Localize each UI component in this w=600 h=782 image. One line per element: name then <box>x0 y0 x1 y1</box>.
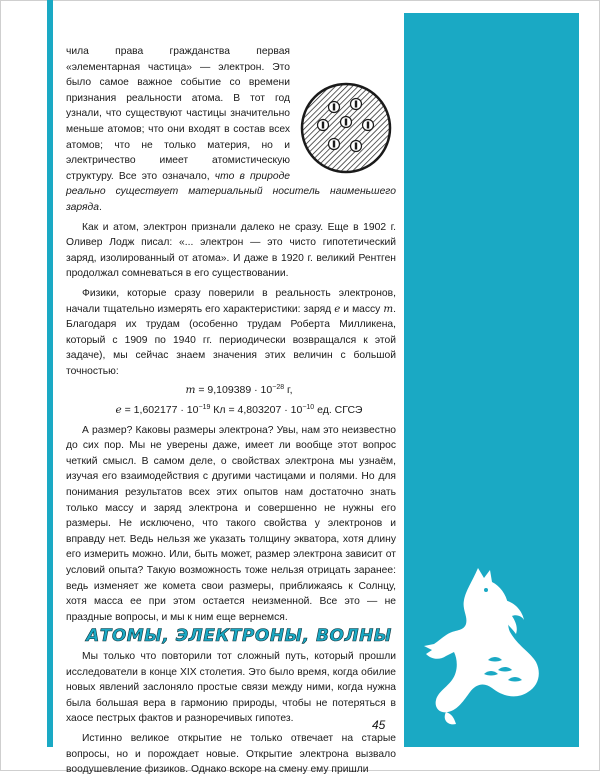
symbol-e: e <box>334 302 341 315</box>
formula-charge-cgs: Кл = 4,803207 · 10 <box>210 404 303 417</box>
paragraph-5: Мы только что повторили тот сложный путь, который прошли исследователи в конце XIX столетия. Это было время, когда обилие новых явлений заслоняло простые связи между ними, когда нужна была большая вера в гармонию природы, чтобы не потеряться в хаосе пестрых фактов и разноречивых гипотез. <box>66 650 396 725</box>
formula-mass <box>66 383 396 399</box>
sea-horse-creature-illustration <box>418 560 568 730</box>
left-accent-rule <box>47 0 53 747</box>
paragraph-1-text: чила права гражданства первая «элементарная частица» — электрон. Это было самое важное событие со времени признания реальности атома. В тот год узнали, что существуют частицы значительно меньше атомов; что они входят в состав всех атомов; что не только материя, но и электричество имеет атомистическую структуру. Все это означало, <box>66 46 290 182</box>
paragraph-1-end: . <box>98 201 102 213</box>
paragraph-3-a: Физики, которые сразу поверили в реальность электронов, начали тщательно измерять его характеристики: заряд <box>66 287 396 315</box>
formula-mass-unit: г, <box>284 384 293 397</box>
formula-mass-symbol: m <box>185 384 196 397</box>
formula-mass-value: = 9,109389 · 10 <box>195 384 273 397</box>
symbol-m: m <box>383 302 394 315</box>
paragraph-1-italic: что в природе реально существует материальный носитель наименьшего заряда <box>66 170 396 213</box>
formula-mass-exponent: −28 <box>272 384 285 392</box>
paragraph-3 <box>66 286 396 380</box>
paragraph-4: А размер? Каковы размеры электрона? Увы, нам это неизвестно до сих пор. Мы не уверены даже, имеет ли вообще этот вопрос четкий смысл. В самом деле, о свойствах электрона мы узнаём, изучая его взаимодействия с другими частицами и полями. Но для понимания результатов всех этих опытов нам достаточно знать только массу и заряд электрона и совершенно не нужны его размеры. Не исключено, что такого свойства у электронов и вправду нет. Ведь нельзя же указать толщину экватора, хотя длину его измерить можно. Или, быть может, размер электрона зависит от условий опыта? Такую возможность тоже нельзя отрицать заранее: ведь изменяет же комета свои размеры, приближаясь к Солнцу, хотя масса ее при этом остается неизменной. Все это — не праздные вопросы, и мы к ним еще вернемся. <box>66 424 396 623</box>
paragraph-3-b: и массу <box>340 303 384 315</box>
paragraph-6: Истинно великое открытие не только отвечает на старые вопросы, но и порождает новые. Открытие электрона вызвало воодушевление физиков. Однако вскоре на смену ему пришли <box>66 732 396 776</box>
formula-charge-value: = 1,602177 · 10 <box>121 404 199 417</box>
paragraph-2: Как и атом, электрон признали далеко не сразу. Еще в 1902 г. Оливер Лодж писал: «... электрон — это чисто гипотетический заряд, изолированный от атома». И даже в 1920 г. великий Рентген продолжал сомневаться в его существовании. <box>66 221 396 280</box>
formula-charge-exponent-2: −10 <box>302 404 315 412</box>
paragraph-1 <box>66 44 396 216</box>
formula-charge <box>66 403 396 419</box>
atom-illustration <box>296 80 396 176</box>
section-heading: АТОМЫ, ЭЛЕКТРОНЫ, ВОЛНЫ <box>86 626 392 647</box>
page-number: 45 <box>372 718 386 732</box>
formula-charge-symbol: e <box>115 404 122 417</box>
paragraph-3-c: . Благодаря их трудам (особенно трудам Роберта Милликена, который с 1909 по 1940 гг. периодически возвращался к этой задаче), мы сейчас знаем значения этих величин с большой точностью: <box>66 303 396 377</box>
main-text-column <box>66 44 396 782</box>
formula-charge-exponent: −19 <box>198 404 211 412</box>
formula-charge-unit: ед. СГСЭ <box>314 404 363 417</box>
